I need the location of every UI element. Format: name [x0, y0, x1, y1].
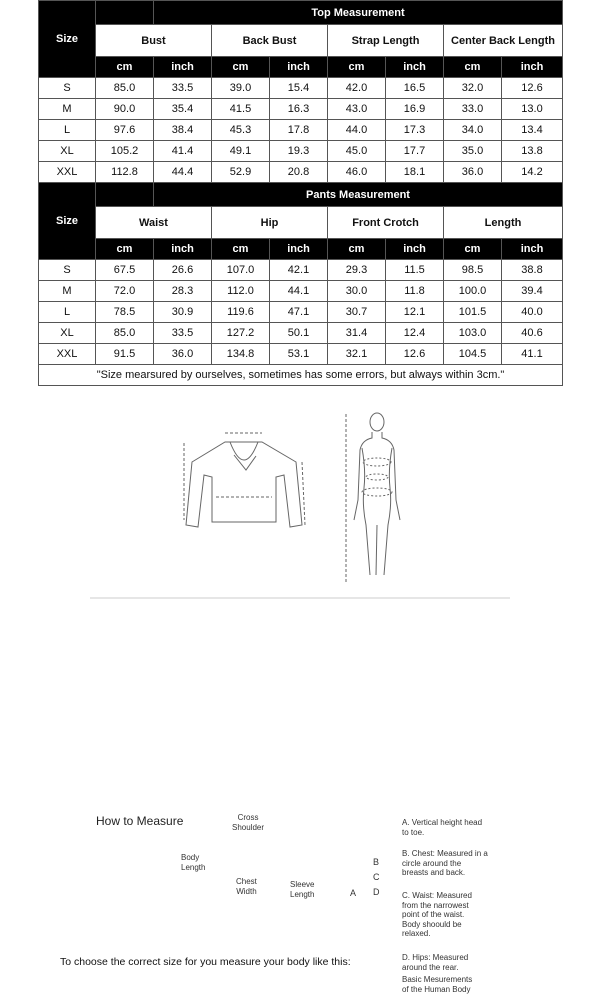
value-cell: 32.0	[444, 78, 502, 99]
value-cell: 26.6	[154, 260, 212, 281]
value-cell: 97.6	[96, 120, 154, 141]
size-chart-table	[38, 0, 563, 386]
value-cell: 78.5	[96, 302, 154, 323]
value-cell: 119.6	[212, 302, 270, 323]
human-body-figure	[346, 413, 400, 582]
value-cell: 16.9	[386, 99, 444, 120]
value-cell: 47.1	[270, 302, 328, 323]
value-cell: 104.5	[444, 344, 502, 365]
value-cell: 17.8	[270, 120, 328, 141]
value-cell: 36.0	[444, 162, 502, 183]
value-cell: 35.4	[154, 99, 212, 120]
size-cell: XL	[39, 141, 96, 162]
value-cell: 14.2	[502, 162, 563, 183]
size-cell: S	[39, 78, 96, 99]
basic-measurements-caption: Basic Mesurements of the Human Body	[402, 975, 473, 994]
value-cell: 112.8	[96, 162, 154, 183]
unit-header: inch	[502, 239, 563, 260]
value-cell: 41.5	[212, 99, 270, 120]
size-cell: XL	[39, 323, 96, 344]
body-letter-b: B	[373, 857, 380, 867]
size-cell: S	[39, 260, 96, 281]
value-cell: 13.8	[502, 141, 563, 162]
unit-header: inch	[154, 239, 212, 260]
value-cell: 11.5	[386, 260, 444, 281]
value-cell: 42.1	[270, 260, 328, 281]
unit-header: inch	[386, 57, 444, 78]
value-cell: 90.0	[96, 99, 154, 120]
value-cell: 13.4	[502, 120, 563, 141]
value-cell: 49.1	[212, 141, 270, 162]
measure-illustration	[0, 400, 600, 600]
value-cell: 44.1	[270, 281, 328, 302]
value-cell: 12.6	[386, 344, 444, 365]
body-letter-d: D	[373, 887, 380, 897]
value-cell: 40.6	[502, 323, 563, 344]
choose-size-text: To choose the correct size for you measure your body like this:	[60, 956, 351, 968]
column-group-header: Center Back Length	[444, 25, 563, 57]
unit-header: cm	[212, 57, 270, 78]
table-row	[39, 323, 563, 344]
body-length-label: Body Length	[181, 853, 206, 872]
value-cell: 32.1	[328, 344, 386, 365]
unit-header: inch	[502, 57, 563, 78]
column-group-header: Length	[444, 207, 563, 239]
value-cell: 39.4	[502, 281, 563, 302]
instruction-d: D. Hips: Measured around the rear.	[402, 953, 469, 972]
unit-header: cm	[444, 57, 502, 78]
value-cell: 17.3	[386, 120, 444, 141]
table-row	[39, 281, 563, 302]
table-row	[39, 344, 563, 365]
value-cell: 34.0	[444, 120, 502, 141]
value-cell: 107.0	[212, 260, 270, 281]
size-cell: L	[39, 120, 96, 141]
unit-header: inch	[386, 239, 444, 260]
value-cell: 40.0	[502, 302, 563, 323]
measurement-note: "Size mearsured by ourselves, sometimes has some errors, but always within 3cm."	[39, 365, 563, 386]
size-header: Size	[39, 1, 96, 78]
size-header: Size	[39, 183, 96, 260]
value-cell: 53.1	[270, 344, 328, 365]
table-row	[39, 141, 563, 162]
value-cell: 50.1	[270, 323, 328, 344]
value-cell: 11.8	[386, 281, 444, 302]
value-cell: 35.0	[444, 141, 502, 162]
how-to-measure-title: How to Measure	[96, 814, 184, 828]
unit-header: inch	[270, 57, 328, 78]
value-cell: 127.2	[212, 323, 270, 344]
value-cell: 100.0	[444, 281, 502, 302]
value-cell: 41.4	[154, 141, 212, 162]
sleeve-length-label: Sleeve Length	[290, 880, 315, 899]
table-row	[39, 162, 563, 183]
table-row	[39, 302, 563, 323]
value-cell: 30.0	[328, 281, 386, 302]
column-group-header: Back Bust	[212, 25, 328, 57]
value-cell: 13.0	[502, 99, 563, 120]
unit-header: cm	[96, 57, 154, 78]
value-cell: 28.3	[154, 281, 212, 302]
value-cell: 19.3	[270, 141, 328, 162]
value-cell: 103.0	[444, 323, 502, 344]
value-cell: 38.4	[154, 120, 212, 141]
instruction-a: A. Vertical height head to toe.	[402, 818, 483, 837]
value-cell: 41.1	[502, 344, 563, 365]
column-group-header: Bust	[96, 25, 212, 57]
table-row	[39, 99, 563, 120]
unit-header: cm	[444, 239, 502, 260]
value-cell: 43.0	[328, 99, 386, 120]
table-row	[39, 260, 563, 281]
value-cell: 31.4	[328, 323, 386, 344]
value-cell: 12.4	[386, 323, 444, 344]
value-cell: 85.0	[96, 323, 154, 344]
size-cell: M	[39, 99, 96, 120]
value-cell: 45.3	[212, 120, 270, 141]
unit-header: inch	[270, 239, 328, 260]
value-cell: 85.0	[96, 78, 154, 99]
section-title: Pants Measurement	[154, 183, 563, 207]
value-cell: 33.5	[154, 78, 212, 99]
value-cell: 105.2	[96, 141, 154, 162]
value-cell: 16.5	[386, 78, 444, 99]
value-cell: 30.9	[154, 302, 212, 323]
value-cell: 91.5	[96, 344, 154, 365]
value-cell: 12.1	[386, 302, 444, 323]
cross-shoulder-label: Cross Shoulder	[232, 813, 265, 832]
value-cell: 52.9	[212, 162, 270, 183]
unit-header: cm	[212, 239, 270, 260]
value-cell: 20.8	[270, 162, 328, 183]
value-cell: 30.7	[328, 302, 386, 323]
value-cell: 101.5	[444, 302, 502, 323]
value-cell: 67.5	[96, 260, 154, 281]
unit-header: cm	[328, 57, 386, 78]
value-cell: 134.8	[212, 344, 270, 365]
value-cell: 15.4	[270, 78, 328, 99]
unit-header: cm	[328, 239, 386, 260]
size-cell: XXL	[39, 344, 96, 365]
value-cell: 12.6	[502, 78, 563, 99]
unit-header: inch	[154, 57, 212, 78]
how-to-measure-section	[0, 400, 600, 994]
chest-width-label: Chest Width	[236, 877, 257, 896]
size-cell: L	[39, 302, 96, 323]
value-cell: 98.5	[444, 260, 502, 281]
section-title-spacer	[96, 183, 154, 207]
value-cell: 44.0	[328, 120, 386, 141]
value-cell: 36.0	[154, 344, 212, 365]
unit-header: cm	[96, 239, 154, 260]
value-cell: 17.7	[386, 141, 444, 162]
value-cell: 46.0	[328, 162, 386, 183]
column-group-header: Waist	[96, 207, 212, 239]
value-cell: 33.0	[444, 99, 502, 120]
table-row	[39, 120, 563, 141]
size-cell: M	[39, 281, 96, 302]
column-group-header: Front Crotch	[328, 207, 444, 239]
value-cell: 39.0	[212, 78, 270, 99]
column-group-header: Strap Length	[328, 25, 444, 57]
instruction-b: B. Chest: Measured in a circle around the breasts and back.	[402, 849, 488, 878]
instruction-c: C. Waist: Measured from the narrowest point of the waist. Body shoould be relaxed.	[402, 891, 472, 939]
sweater-diagram	[184, 433, 305, 527]
value-cell: 16.3	[270, 99, 328, 120]
value-cell: 38.8	[502, 260, 563, 281]
value-cell: 72.0	[96, 281, 154, 302]
value-cell: 44.4	[154, 162, 212, 183]
value-cell: 18.1	[386, 162, 444, 183]
value-cell: 45.0	[328, 141, 386, 162]
value-cell: 29.3	[328, 260, 386, 281]
body-letter-c: C	[373, 872, 380, 882]
section-title-spacer	[96, 1, 154, 25]
value-cell: 33.5	[154, 323, 212, 344]
value-cell: 42.0	[328, 78, 386, 99]
table-row	[39, 78, 563, 99]
section-title: Top Measurement	[154, 1, 563, 25]
value-cell: 112.0	[212, 281, 270, 302]
body-letter-a: A	[350, 888, 357, 898]
column-group-header: Hip	[212, 207, 328, 239]
size-cell: XXL	[39, 162, 96, 183]
